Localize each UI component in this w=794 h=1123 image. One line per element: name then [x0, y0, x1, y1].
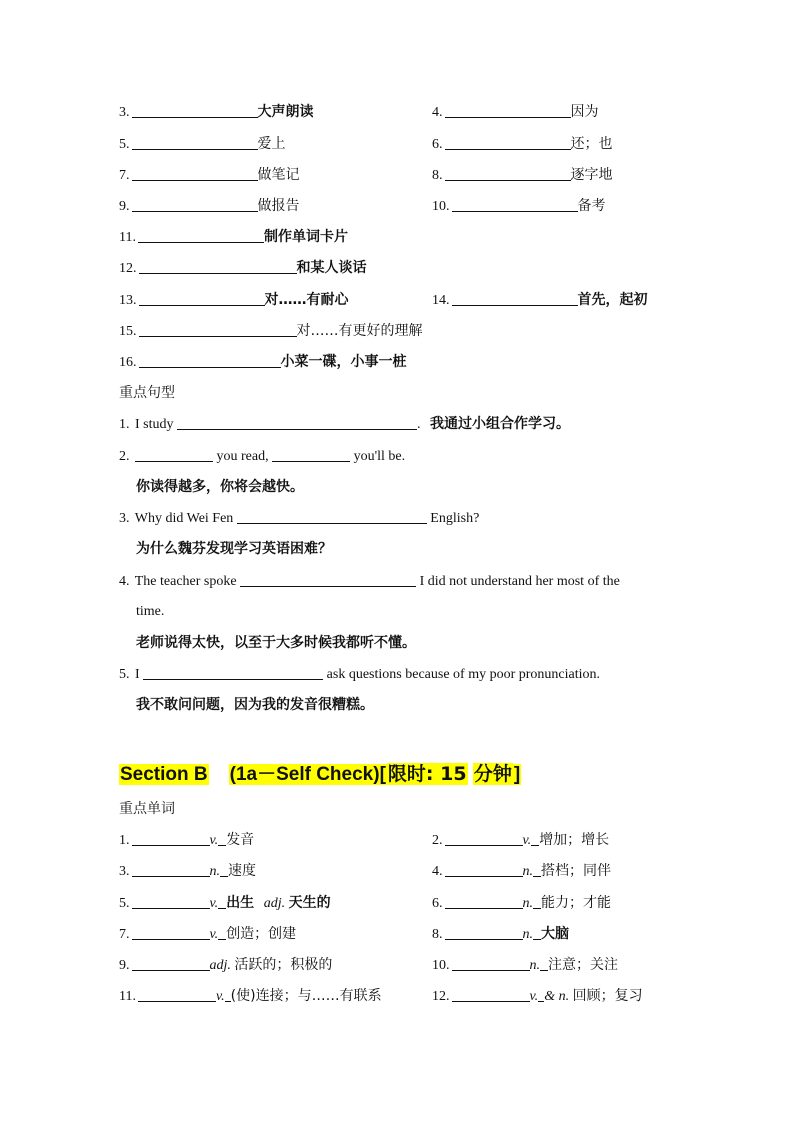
phrase-item: 5. 爱上: [119, 136, 286, 152]
phrase-item: 10. 备考: [432, 198, 606, 214]
sentence-translation: 我不敢问问题，因为我的发音很糟糕。: [136, 697, 374, 713]
answer-blank[interactable]: [445, 925, 523, 940]
word-item: 1. v. 发音: [119, 832, 255, 848]
answer-blank[interactable]: [177, 415, 417, 430]
answer-blank[interactable]: [139, 291, 265, 306]
answer-blank[interactable]: [139, 353, 281, 368]
word-item: 3. n. 速度: [119, 863, 256, 879]
word-item: 2. v. 增加；增长: [432, 832, 610, 848]
sentence-continuation: time.: [136, 604, 165, 619]
answer-blank[interactable]: [135, 447, 213, 462]
answer-blank[interactable]: [132, 862, 210, 877]
section-title: Section B (1a－Self Check)[ 限时: 15 分钟 ]: [120, 763, 521, 785]
phrase-item: 11. 制作单词卡片: [119, 229, 348, 245]
word-item: 10. n. 注意；关注: [432, 957, 618, 973]
word-item: 9. adj. 活跃的；积极的: [119, 957, 333, 973]
sentence-translation: 你读得越多，你将会越快。: [136, 479, 304, 495]
answer-blank[interactable]: [237, 509, 427, 524]
word-item: 8. n. 大脑: [432, 926, 569, 942]
phrase-item: 12. 和某人谈话: [119, 260, 367, 276]
word-item: 6. n. 能力；才能: [432, 895, 611, 911]
answer-blank[interactable]: [452, 987, 530, 1002]
phrase-item: 16. 小菜一碟，小事一桩: [119, 354, 407, 370]
phrase-item: 9. 做报告: [119, 198, 300, 214]
phrase-item: 7. 做笔记: [119, 167, 300, 183]
sentence-item: 3. Why did Wei Fen English?: [119, 511, 480, 526]
sentence-translation: 老师说得太快，以至于大多时候我都听不懂。: [136, 635, 416, 651]
phrase-item: 15. 对……有更好的理解: [119, 323, 423, 339]
answer-blank[interactable]: [138, 228, 264, 243]
answer-blank[interactable]: [445, 894, 523, 909]
word-item: 11. v. (使)连接；与……有联系: [119, 988, 382, 1004]
answer-blank[interactable]: [272, 447, 350, 462]
sentence-item: 2. you read, you'll be.: [119, 449, 406, 464]
answer-blank[interactable]: [240, 572, 416, 587]
phrase-item: 4. 因为: [432, 104, 599, 120]
word-item: 7. v. 创造；创建: [119, 926, 297, 942]
answer-blank[interactable]: [132, 831, 210, 846]
phrase-item: 8. 逐字地: [432, 167, 613, 183]
sentences-heading: 重点句型: [119, 385, 175, 401]
phrase-item: 14. 首先，起初: [432, 292, 648, 308]
answer-blank[interactable]: [445, 831, 523, 846]
phrase-item: 6. 还；也: [432, 136, 613, 152]
answer-blank[interactable]: [445, 135, 571, 150]
phrase-item: 3. 大声朗读: [119, 104, 314, 120]
answer-blank[interactable]: [132, 135, 258, 150]
answer-blank[interactable]: [132, 894, 210, 909]
answer-blank[interactable]: [445, 103, 571, 118]
answer-blank[interactable]: [143, 665, 323, 680]
answer-blank[interactable]: [452, 956, 530, 971]
answer-blank[interactable]: [132, 103, 258, 118]
answer-blank[interactable]: [132, 166, 258, 181]
answer-blank[interactable]: [132, 925, 210, 940]
answer-blank[interactable]: [452, 197, 578, 212]
word-item: 4. n. 搭档；同伴: [432, 863, 611, 879]
sentence-item: 4. The teacher spoke I did not understand her most of the: [119, 574, 620, 589]
sentence-translation: 为什么魏芬发现学习英语困难？: [136, 541, 332, 557]
answer-blank[interactable]: [138, 987, 216, 1002]
sentence-item: 1. I study . 我通过小组合作学习。: [119, 416, 570, 432]
answer-blank[interactable]: [132, 197, 258, 212]
word-item: 5. v. 出生 adj. 天生的: [119, 895, 331, 911]
answer-blank[interactable]: [452, 291, 578, 306]
answer-blank[interactable]: [139, 322, 297, 337]
answer-blank[interactable]: [132, 956, 210, 971]
sentence-item: 5. I ask questions because of my poor pronunciation.: [119, 667, 600, 682]
answer-blank[interactable]: [445, 166, 571, 181]
words-heading: 重点单词: [119, 801, 175, 817]
word-item: 12. v. & n. 回顾；复习: [432, 988, 643, 1004]
phrase-item: 13. 对……有耐心: [119, 292, 349, 308]
answer-blank[interactable]: [139, 259, 297, 274]
answer-blank[interactable]: [445, 862, 523, 877]
